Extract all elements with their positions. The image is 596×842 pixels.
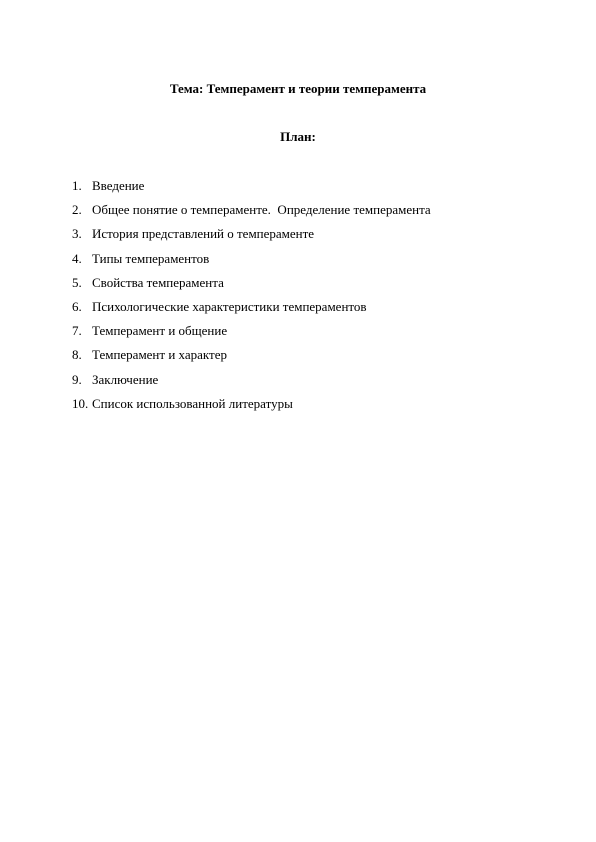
list-item-text: Введение — [92, 178, 145, 193]
list-item — [72, 225, 532, 249]
list-item-number: 3. — [72, 226, 82, 242]
list-item — [72, 250, 532, 274]
list-item — [72, 371, 532, 395]
list-item-text: Общее понятие о темпераменте. Определение темперамента — [92, 202, 431, 218]
list-item — [72, 201, 532, 225]
list-item — [72, 346, 532, 370]
list-item — [72, 395, 532, 419]
list-item-text: Темперамент и общение — [92, 323, 228, 339]
list-item-number: 5. — [72, 274, 82, 290]
list-item-number: 4. — [72, 250, 82, 266]
list-item-number: 9. — [72, 371, 82, 387]
list-item-number: 8. — [72, 347, 82, 363]
list-item-text: История представлений о темпераменте — [92, 226, 315, 242]
list-item-number: 6. — [72, 298, 82, 314]
list-item — [72, 298, 532, 322]
list-item — [72, 322, 532, 346]
document-title: Тема: Темперамент и теории темперамента — [169, 81, 427, 96]
list-item-text: Темперамент и характер — [92, 347, 227, 363]
list-item-number: 2. — [72, 202, 82, 218]
plan-heading: План: — [280, 129, 316, 144]
plan-list — [72, 177, 532, 419]
list-item-number: 10. — [72, 395, 89, 411]
list-item-text: Типы темпераментов — [92, 250, 210, 266]
list-item-text: Заключение — [92, 371, 159, 387]
list-item — [72, 274, 532, 298]
list-item-number: 7. — [72, 323, 82, 339]
list-item-text: Свойства темперамента — [92, 274, 224, 290]
list-item — [72, 177, 532, 201]
list-item-text: Психологические характеристики темпераментов — [92, 298, 367, 314]
list-item-number: 1. — [72, 178, 82, 193]
list-item-text: Список использованной литературы — [92, 395, 293, 411]
